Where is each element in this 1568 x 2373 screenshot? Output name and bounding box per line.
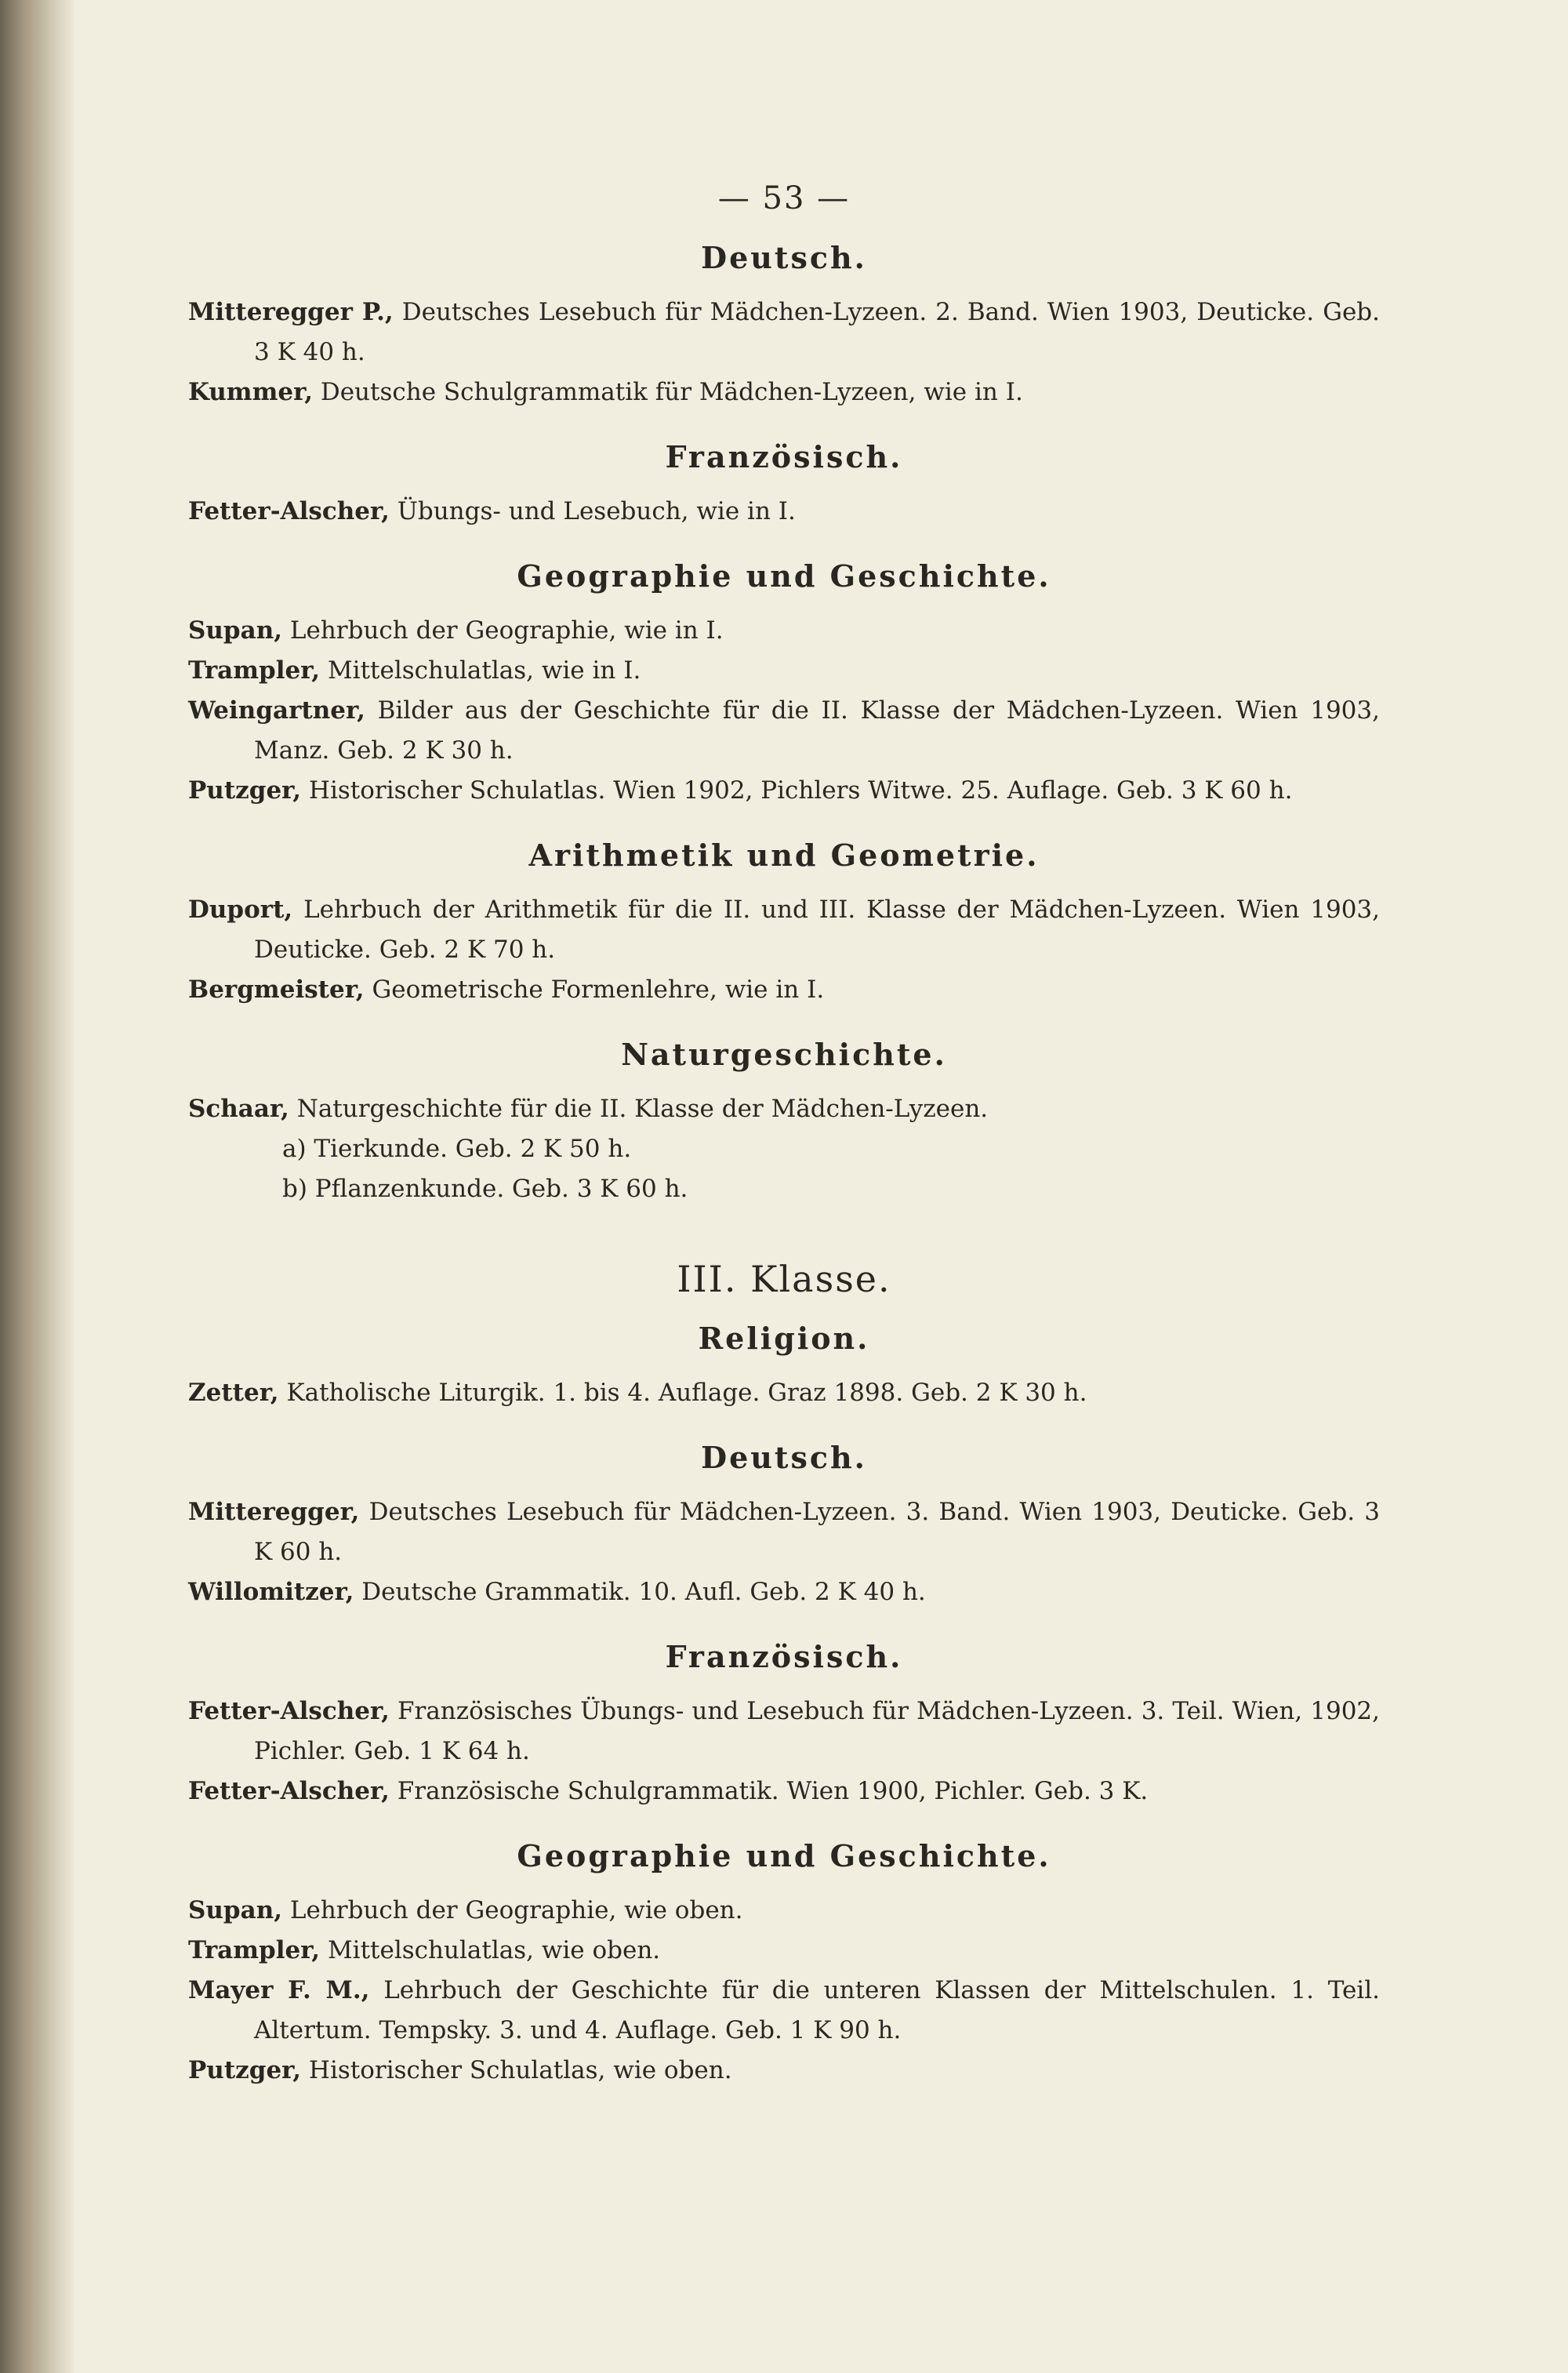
entry-author: Supan,: [188, 1896, 283, 1924]
section-heading-geographie: Geographie und Geschichte.: [517, 1838, 1051, 1873]
sub-item: b) Pflanzenkunde. Geb. 3 K 60 h.: [282, 1175, 688, 1203]
entry: [188, 1891, 1380, 1931]
entry-author: Mayer F. M.,: [188, 1976, 370, 2004]
entry-text: Lehrbuch der Geographie, wie oben.: [289, 1896, 743, 1924]
entry-author: Weingartner,: [188, 696, 365, 725]
entry-text: Katholische Liturgik. 1. bis 4. Auflage. Graz 1898. Geb. 2 K 30 h.: [286, 1379, 1087, 1407]
section-heading-geographie: Geographie und Geschichte.: [517, 558, 1051, 594]
entry-text: Bilder aus der Geschichte für die II. Klasse der Mädchen-Lyzeen. Wien 1903, Manz. Geb. 2 K 30 h.: [254, 696, 1380, 765]
entry: [188, 1692, 1380, 1772]
entry-author: Fetter-Alscher,: [188, 497, 390, 525]
entry: [188, 1772, 1380, 1812]
page-number: — 53 —: [717, 180, 851, 216]
entry: [188, 492, 1380, 532]
book-binding-shadow: [0, 0, 74, 2373]
entry: [188, 1089, 1380, 1129]
section-heading-deutsch: Deutsch.: [701, 1440, 867, 1475]
entry-author: Fetter-Alscher,: [188, 1697, 390, 1725]
section-heading-deutsch: Deutsch.: [701, 240, 867, 275]
entry: [188, 771, 1380, 811]
entry-author: Zetter,: [188, 1379, 279, 1407]
sub-item: a) Tierkunde. Geb. 2 K 50 h.: [282, 1135, 632, 1163]
entry-author: Kummer,: [188, 378, 313, 406]
entry-author: Fetter-Alscher,: [188, 1777, 390, 1805]
entry-text: Deutsche Schulgrammatik für Mädchen-Lyzeen, wie in I.: [320, 378, 1023, 406]
entry: [188, 293, 1380, 372]
entry-author: Trampler,: [188, 1936, 321, 1964]
entry-author: Willomitzer,: [188, 1578, 354, 1606]
section-heading-naturgeschichte: Naturgeschichte.: [621, 1037, 947, 1072]
entry-text: Lehrbuch der Arithmetik für die II. und III. Klasse der Mädchen-Lyzeen. Wien 1903, Deuticke. Geb. 2 K 70 h.: [254, 896, 1380, 964]
entry-text: Übungs- und Lesebuch, wie in I.: [397, 497, 796, 525]
entry: [188, 1492, 1380, 1572]
entry-text: Naturgeschichte für die II. Klasse der Mädchen-Lyzeen.: [296, 1095, 989, 1123]
entry-text: Deutsches Lesebuch für Mädchen-Lyzeen. 2. Band. Wien 1903, Deuticke. Geb. 3 K 40 h.: [254, 298, 1380, 366]
entry: [188, 1572, 1380, 1612]
book-page: [188, 165, 1380, 2091]
entry-text: Französische Schulgrammatik. Wien 1900, Pichler. Geb. 3 K.: [397, 1777, 1149, 1805]
entry-text: Geometrische Formenlehre, wie in I.: [372, 976, 825, 1004]
entry-text: Lehrbuch der Geographie, wie in I.: [289, 616, 724, 645]
entry-text: Historischer Schulatlas, wie oben.: [308, 2056, 732, 2084]
entry-author: Bergmeister,: [188, 976, 365, 1004]
entry: [188, 611, 1380, 651]
entry: [188, 1971, 1380, 2051]
entry-author: Schaar,: [188, 1095, 289, 1123]
section-heading-religion: Religion.: [698, 1321, 870, 1356]
entry-text: Lehrbuch der Geschichte für die unteren Klassen der Mittelschulen. 1. Teil. Altertum. Tempsky. 3. und 4. Auflage. Geb. 1 K 90 h.: [254, 1976, 1380, 2044]
entry-text: Mittelschulatlas, wie oben.: [327, 1936, 661, 1964]
entry-text: Deutsches Lesebuch für Mädchen-Lyzeen. 3. Band. Wien 1903, Deuticke. Geb. 3 K 60 h.: [254, 1498, 1380, 1566]
entry: [188, 651, 1380, 691]
entry-text: Französisches Übungs- und Lesebuch für Mädchen-Lyzeen. 3. Teil. Wien, 1902, Pichler. Geb. 1 K 64 h.: [254, 1697, 1380, 1765]
entry-author: Trampler,: [188, 656, 321, 685]
entry-author: Duport,: [188, 896, 293, 924]
section-heading-arithmetik: Arithmetik und Geometrie.: [528, 838, 1040, 873]
entry: [188, 890, 1380, 970]
entry-author: Supan,: [188, 616, 283, 645]
entry-author: Putzger,: [188, 2056, 302, 2084]
entry-text: Deutsche Grammatik. 10. Aufl. Geb. 2 K 40 h.: [361, 1578, 926, 1606]
entry-text: Historischer Schulatlas. Wien 1902, Pichlers Witwe. 25. Auflage. Geb. 3 K 60 h.: [308, 776, 1293, 805]
entry: [188, 1373, 1380, 1413]
entry-author: Mitteregger,: [188, 1498, 360, 1526]
entry-text: Mittelschulatlas, wie in I.: [327, 656, 641, 685]
entry-author: Putzger,: [188, 776, 302, 805]
entry: [188, 691, 1380, 771]
entry: [188, 2051, 1380, 2091]
class-heading: III. Klasse.: [677, 1258, 891, 1300]
section-heading-franzoesisch: Französisch.: [665, 439, 903, 474]
entry-author: Mitteregger P.,: [188, 298, 394, 326]
section-heading-franzoesisch: Französisch.: [665, 1639, 903, 1674]
entry: [188, 372, 1380, 412]
entry: [188, 1931, 1380, 1971]
entry: [188, 970, 1380, 1010]
